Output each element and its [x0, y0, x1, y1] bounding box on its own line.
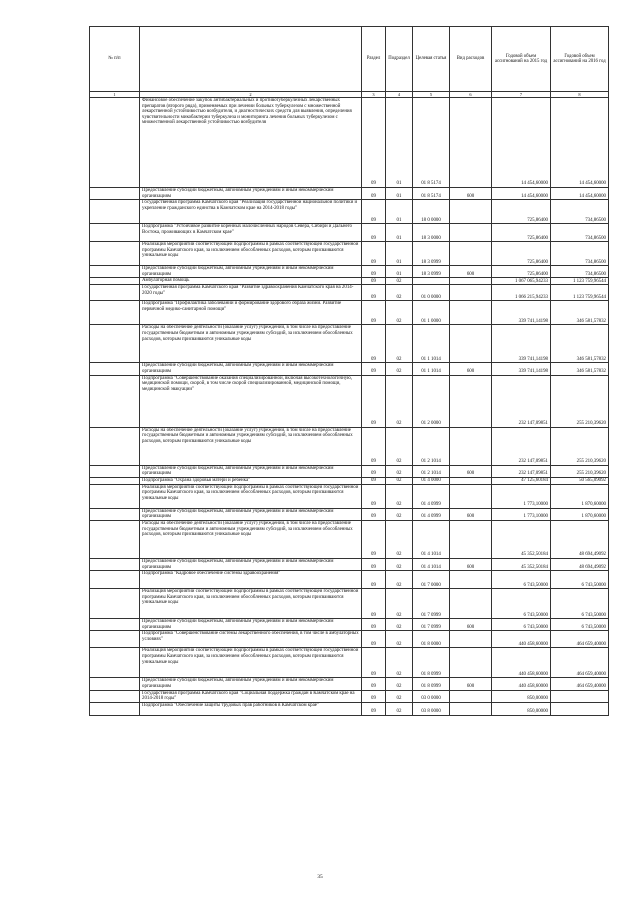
row-section: 09 [362, 427, 386, 465]
row-subsection: 02 [386, 648, 413, 678]
table-row [90, 285, 609, 301]
table-row [90, 520, 609, 558]
row-volume-2015: 14 454,60000 [492, 188, 551, 200]
row-section: 09 [362, 375, 386, 427]
row-target-article: 01 2 1014 [413, 465, 450, 477]
row-volume-2015: 1 773,10000 [492, 508, 551, 520]
row-number-cell [90, 363, 140, 375]
table-row [90, 508, 609, 520]
table-row [90, 375, 609, 427]
row-volume-2015: 6 743,50000 [492, 571, 551, 589]
row-number-cell [90, 98, 140, 188]
row-subsection: 01 [386, 242, 413, 266]
row-number-cell [90, 520, 140, 558]
row-number-cell [90, 200, 140, 224]
row-target-article: 01 4 0999 [413, 484, 450, 508]
row-expense-type [450, 200, 492, 224]
table-row [90, 242, 609, 266]
table-row [90, 702, 609, 715]
row-section: 09 [362, 558, 386, 570]
row-target-article: 01 1 1014 [413, 325, 450, 363]
row-volume-2015: 440 458,60000 [492, 648, 551, 678]
row-subsection: 02 [386, 571, 413, 589]
row-section: 09 [362, 702, 386, 715]
row-target-article: 01 2 1014 [413, 427, 450, 465]
table-row [90, 571, 609, 589]
row-section: 09 [362, 465, 386, 477]
table-body [90, 98, 609, 716]
row-number-cell [90, 484, 140, 508]
row-volume-2016: 1 870,60000 [551, 484, 609, 508]
row-number-cell [90, 188, 140, 200]
row-number-cell [90, 558, 140, 570]
row-number-cell [90, 242, 140, 266]
row-name: Расходы на обеспечение деятельности (оказание услуг) учреждений, в том числе на предоставление государственным бюджетным и автономным учреждениям субсидий, за исключением обособленных расходов, которым присваиваются уникальные коды [140, 520, 362, 558]
table-row [90, 558, 609, 570]
row-target-article: 01 8 5174 [413, 98, 450, 188]
row-subsection: 02 [386, 375, 413, 427]
table-row [90, 325, 609, 363]
row-name: Финансовое обеспечение закупок антибактериальных и противотуберкулезных лекарственных препаратов (второго ряда), применяемых при лечении больных туберкулезом с множественной лекарственной устойчивостью возбудителя, и диагностических средств для выявления, определения чувствительности микобактерии туберкулеза и мониторинга лечения больных туберкулезом с множественной лекарственной устойчивостью возбудителя [140, 98, 362, 188]
row-number-cell [90, 301, 140, 325]
header-target-article: Целевая статья [413, 27, 450, 92]
row-name: Подпрограмма "Охрана здоровья матери и ребенка" [140, 477, 362, 484]
column-index: 4 [386, 92, 413, 98]
row-name: Подпрограмма "Обеспечение защиты трудовых прав работников в Камчатском крае" [140, 702, 362, 715]
row-number-cell [90, 477, 140, 484]
row-name: Предоставление субсидий бюджетным, автономным учреждениям и иным некоммерческим организациям [140, 678, 362, 690]
row-subsection: 02 [386, 477, 413, 484]
row-subsection: 01 [386, 98, 413, 188]
row-volume-2015: 725,86400 [492, 242, 551, 266]
row-target-article: 03 0 0000 [413, 690, 450, 702]
row-volume-2016: 6 743,50000 [551, 619, 609, 631]
row-name: Подпрограмма "Кадровое обеспечение системы здравоохранения" [140, 571, 362, 589]
row-number-cell [90, 427, 140, 465]
row-name: Расходы на обеспечение деятельности (оказание услуг) учреждений, в том числе на предоставление государственным бюджетным и автономным учреждениям субсидий, за исключением обособленных расходов, которым присваиваются уникальные коды [140, 427, 362, 465]
row-expense-type [450, 477, 492, 484]
row-number-cell [90, 678, 140, 690]
row-section: 09 [362, 648, 386, 678]
table-row [90, 484, 609, 508]
row-section: 09 [362, 571, 386, 589]
row-volume-2015: 45 352,50184 [492, 520, 551, 558]
row-volume-2016: 734,86500 [551, 266, 609, 278]
row-subsection: 02 [386, 619, 413, 631]
row-section: 09 [362, 477, 386, 484]
row-expense-type [450, 631, 492, 648]
row-volume-2015: 725,86400 [492, 224, 551, 242]
row-expense-type [450, 484, 492, 508]
row-number-cell [90, 589, 140, 619]
row-expense-type [450, 690, 492, 702]
table-row [90, 98, 609, 188]
row-volume-2016: 255 210,39620 [551, 465, 609, 477]
row-section: 09 [362, 631, 386, 648]
row-target-article: 01 8 5174 [413, 188, 450, 200]
row-volume-2016: 734,86500 [551, 242, 609, 266]
row-section: 09 [362, 520, 386, 558]
row-volume-2015: 6 743,50000 [492, 589, 551, 619]
row-section: 09 [362, 484, 386, 508]
table-row [90, 188, 609, 200]
row-target-article: 01 4 0999 [413, 508, 450, 520]
row-name: Предоставление субсидий бюджетным, автономным учреждениям и иным некоммерческим организациям [140, 508, 362, 520]
row-expense-type [450, 520, 492, 558]
row-volume-2016: 14 454,60000 [551, 98, 609, 188]
row-name: Подпрограмма "Устойчивое развитие коренных малочисленных народов Севера, Сибири и Дальнего Востока, проживающих в Камчатском крае" [140, 224, 362, 242]
row-subsection: 02 [386, 427, 413, 465]
row-volume-2016 [551, 690, 609, 702]
row-subsection: 02 [386, 690, 413, 702]
row-name: Подпрограмма "Совершенствование оказания специализированной, включая высокотехнологичную, медицинской помощи, скорой, в том числе скорой специализированной, медицинской помощи, медицинской эвакуации" [140, 375, 362, 427]
row-expense-type: 600 [450, 558, 492, 570]
row-name: Реализация мероприятий соответствующей подпрограммы в рамках соответствующей государственной программы Камчатского края, за исключением обособленных расходов, которым присваиваются уникальные коды [140, 648, 362, 678]
header-volume-2015: Годовой объем ассигнований на 2015 год [492, 27, 551, 92]
row-number-cell [90, 508, 140, 520]
row-volume-2016: 734,86500 [551, 224, 609, 242]
row-volume-2015: 45 352,50184 [492, 558, 551, 570]
row-section: 09 [362, 589, 386, 619]
table-row [90, 648, 609, 678]
header-name [140, 27, 362, 92]
row-volume-2016: 50 565,09092 [551, 477, 609, 484]
row-section: 09 [362, 242, 386, 266]
row-number-cell [90, 631, 140, 648]
row-expense-type: 600 [450, 678, 492, 690]
row-name: Предоставление субсидий бюджетным, автономным учреждениям и иным некоммерческим организациям [140, 188, 362, 200]
row-volume-2015: 1 067 065,94233 [492, 278, 551, 285]
table-row [90, 465, 609, 477]
row-target-article: 01 1 1014 [413, 363, 450, 375]
row-volume-2016: 255 210,39620 [551, 375, 609, 427]
table-row [90, 678, 609, 690]
row-volume-2015: 14 454,60000 [492, 98, 551, 188]
row-section: 09 [362, 266, 386, 278]
table-row [90, 224, 609, 242]
row-name: Государственная программа Камчатского края "Социальная поддержка граждан в Камчатском крае на 2014-2018 годы" [140, 690, 362, 702]
row-target-article [413, 278, 450, 285]
row-section: 09 [362, 690, 386, 702]
row-volume-2016: 48 694,49092 [551, 520, 609, 558]
row-volume-2015: 6 743,50000 [492, 619, 551, 631]
table-row [90, 427, 609, 465]
row-volume-2016: 464 659,40000 [551, 648, 609, 678]
row-subsection: 02 [386, 363, 413, 375]
row-volume-2015: 725,86400 [492, 200, 551, 224]
row-volume-2016: 1 123 759,96544 [551, 278, 609, 285]
row-subsection: 02 [386, 631, 413, 648]
row-target-article: 01 7 0000 [413, 571, 450, 589]
row-volume-2016: 346 581,57832 [551, 301, 609, 325]
row-target-article: 18 3 0999 [413, 242, 450, 266]
header-section: Раздел [362, 27, 386, 92]
table-row [90, 690, 609, 702]
row-subsection: 01 [386, 200, 413, 224]
row-volume-2015: 440 458,60000 [492, 631, 551, 648]
row-volume-2016: 1 870,60000 [551, 508, 609, 520]
row-target-article: 01 4 1014 [413, 520, 450, 558]
row-subsection: 01 [386, 188, 413, 200]
row-number-cell [90, 619, 140, 631]
row-expense-type [450, 242, 492, 266]
row-section: 09 [362, 508, 386, 520]
row-name: Предоставление субсидий бюджетным, автономным учреждениям и иным некоммерческим организациям [140, 558, 362, 570]
row-section: 09 [362, 363, 386, 375]
row-volume-2015: 725,86400 [492, 266, 551, 278]
row-name: Предоставление субсидий бюджетным, автономным учреждениям и иным некоммерческим организациям [140, 465, 362, 477]
row-name: Расходы на обеспечение деятельности (оказание услуг) учреждений, в том числе на предоставление государственным бюджетным и автономным учреждениям субсидий, за исключением обособленных расходов, которым присваиваются уникальные коды [140, 325, 362, 363]
row-number-cell [90, 702, 140, 715]
row-name: Государственная программа Камчатского края "Развитие здравоохранения Камчатского края на 2014-2020 годы" [140, 285, 362, 301]
row-expense-type [450, 285, 492, 301]
row-section: 09 [362, 678, 386, 690]
column-index: 5 [413, 92, 450, 98]
row-volume-2016: 734,86500 [551, 200, 609, 224]
column-index: 7 [492, 92, 551, 98]
header-number: № п/п [90, 27, 140, 92]
row-volume-2016: 346 581,57832 [551, 363, 609, 375]
row-subsection: 02 [386, 558, 413, 570]
row-expense-type [450, 648, 492, 678]
row-target-article: 01 7 0999 [413, 619, 450, 631]
row-expense-type [450, 325, 492, 363]
row-expense-type [450, 702, 492, 715]
row-number-cell [90, 690, 140, 702]
row-number-cell [90, 266, 140, 278]
row-number-cell [90, 375, 140, 427]
budget-allocation-table [89, 26, 609, 716]
row-section: 09 [362, 200, 386, 224]
row-section: 09 [362, 278, 386, 285]
row-volume-2015: 1 773,10000 [492, 484, 551, 508]
row-number-cell [90, 285, 140, 301]
row-volume-2015: 440 458,60000 [492, 678, 551, 690]
row-target-article: 01 4 1014 [413, 558, 450, 570]
row-volume-2016: 464 659,40000 [551, 678, 609, 690]
table-row [90, 266, 609, 278]
row-target-article: 01 8 0999 [413, 678, 450, 690]
row-volume-2016 [551, 702, 609, 715]
row-expense-type [450, 301, 492, 325]
table-row [90, 278, 609, 285]
column-index: 1 [90, 92, 140, 98]
row-expense-type: 600 [450, 188, 492, 200]
row-name: Реализация мероприятий соответствующей подпрограммы в рамках соответствующей государственной программы Камчатского края, за исключением обособленных расходов, которым присваиваются уникальные коды [140, 242, 362, 266]
row-target-article: 18 3 0999 [413, 266, 450, 278]
row-volume-2015: 232 147,09851 [492, 427, 551, 465]
row-target-article: 03 8 0000 [413, 702, 450, 715]
row-target-article: 01 7 0999 [413, 589, 450, 619]
row-name: Государственная программа Камчатского края "Реализация государственной национальной политики и укрепление гражданского единства в Камчатском крае на 2014-2018 годы" [140, 200, 362, 224]
row-volume-2015: 339 741,14198 [492, 301, 551, 325]
row-expense-type: 600 [450, 363, 492, 375]
row-volume-2016: 464 659,40000 [551, 631, 609, 648]
table-row [90, 477, 609, 484]
row-volume-2016: 346 581,57832 [551, 325, 609, 363]
table-row [90, 200, 609, 224]
row-name: Предоставление субсидий бюджетным, автономным учреждениям и иным некоммерческим организациям [140, 363, 362, 375]
row-volume-2015: 850,00000 [492, 690, 551, 702]
row-subsection: 02 [386, 465, 413, 477]
row-expense-type [450, 278, 492, 285]
row-volume-2015: 339 741,14198 [492, 363, 551, 375]
row-expense-type [450, 427, 492, 465]
row-target-article: 01 8 0000 [413, 631, 450, 648]
table-row [90, 363, 609, 375]
header-expense-type: Вид расходов [450, 27, 492, 92]
row-number-cell [90, 465, 140, 477]
row-target-article: 01 0 0000 [413, 285, 450, 301]
row-target-article: 18 3 0000 [413, 224, 450, 242]
row-expense-type [450, 589, 492, 619]
table-row [90, 589, 609, 619]
row-subsection: 02 [386, 285, 413, 301]
row-subsection: 02 [386, 301, 413, 325]
row-volume-2015: 232 147,09851 [492, 375, 551, 427]
row-name: Подпрограмма "Совершенствование системы лекарственного обеспечения, в том числе в амбулаторных условиях" [140, 631, 362, 648]
row-subsection: 02 [386, 678, 413, 690]
row-number-cell [90, 648, 140, 678]
row-volume-2015: 850,00000 [492, 702, 551, 715]
row-target-article: 01 4 0000 [413, 477, 450, 484]
row-name: Реализация мероприятий соответствующей подпрограммы в рамках соответствующей государственной программы Камчатского края, за исключением обособленных расходов, которым присваиваются уникальные коды [140, 589, 362, 619]
row-volume-2016: 1 123 759,96544 [551, 285, 609, 301]
row-name: Предоставление субсидий бюджетным, автономным учреждениям и иным некоммерческим организациям [140, 619, 362, 631]
column-index: 2 [140, 92, 362, 98]
row-number-cell [90, 571, 140, 589]
row-target-article: 01 8 0999 [413, 648, 450, 678]
row-section: 09 [362, 301, 386, 325]
row-name: Реализация мероприятий соответствующей подпрограммы в рамках соответствующей государственной программы Камчатского края, за исключением обособленных расходов, которым присваиваются уникальные коды [140, 484, 362, 508]
row-subsection: 02 [386, 589, 413, 619]
row-name: Предоставление субсидий бюджетным, автономным учреждениям и иным некоммерческим организациям [140, 266, 362, 278]
row-subsection: 02 [386, 278, 413, 285]
table-row [90, 631, 609, 648]
row-subsection: 01 [386, 224, 413, 242]
column-index: 8 [551, 92, 609, 98]
table-row [90, 619, 609, 631]
row-volume-2016: 48 694,49092 [551, 558, 609, 570]
row-name: Амбулаторная помощь [140, 278, 362, 285]
row-section: 09 [362, 619, 386, 631]
row-volume-2015: 1 066 215,94233 [492, 285, 551, 301]
row-subsection: 01 [386, 266, 413, 278]
row-expense-type [450, 375, 492, 427]
row-name: Подпрограмма "Профилактика заболеваний и формирование здорового образа жизни. Развитие первичной медико-санитарной помощи" [140, 301, 362, 325]
row-expense-type: 600 [450, 465, 492, 477]
row-section: 09 [362, 285, 386, 301]
row-section: 09 [362, 98, 386, 188]
header-subsection: Подраздел [386, 27, 413, 92]
row-target-article: 18 0 0000 [413, 200, 450, 224]
row-section: 09 [362, 224, 386, 242]
row-volume-2016: 6 743,50000 [551, 571, 609, 589]
row-expense-type [450, 571, 492, 589]
row-volume-2015: 232 147,09851 [492, 465, 551, 477]
column-index: 6 [450, 92, 492, 98]
row-section: 09 [362, 325, 386, 363]
row-expense-type: 600 [450, 508, 492, 520]
column-index: 3 [362, 92, 386, 98]
row-volume-2016: 255 210,39620 [551, 427, 609, 465]
row-expense-type: 600 [450, 619, 492, 631]
row-volume-2016: 14 454,60000 [551, 188, 609, 200]
row-subsection: 02 [386, 484, 413, 508]
row-number-cell [90, 224, 140, 242]
header-volume-2016: Годовой объем ассигнований на 2016 год [551, 27, 609, 92]
row-volume-2015: 339 741,14198 [492, 325, 551, 363]
page-number: 35 [317, 874, 323, 880]
row-expense-type: 600 [450, 266, 492, 278]
row-expense-type [450, 224, 492, 242]
row-target-article: 01 1 0000 [413, 301, 450, 325]
row-subsection: 02 [386, 520, 413, 558]
row-number-cell [90, 278, 140, 285]
row-subsection: 02 [386, 325, 413, 363]
row-subsection: 02 [386, 702, 413, 715]
row-section: 09 [362, 188, 386, 200]
row-target-article: 01 2 0000 [413, 375, 450, 427]
row-number-cell [90, 325, 140, 363]
table-header-row [90, 27, 609, 92]
row-subsection: 02 [386, 508, 413, 520]
row-expense-type [450, 98, 492, 188]
row-volume-2016: 6 743,50000 [551, 589, 609, 619]
table-row [90, 301, 609, 325]
row-volume-2015: 47 125,60184 [492, 477, 551, 484]
